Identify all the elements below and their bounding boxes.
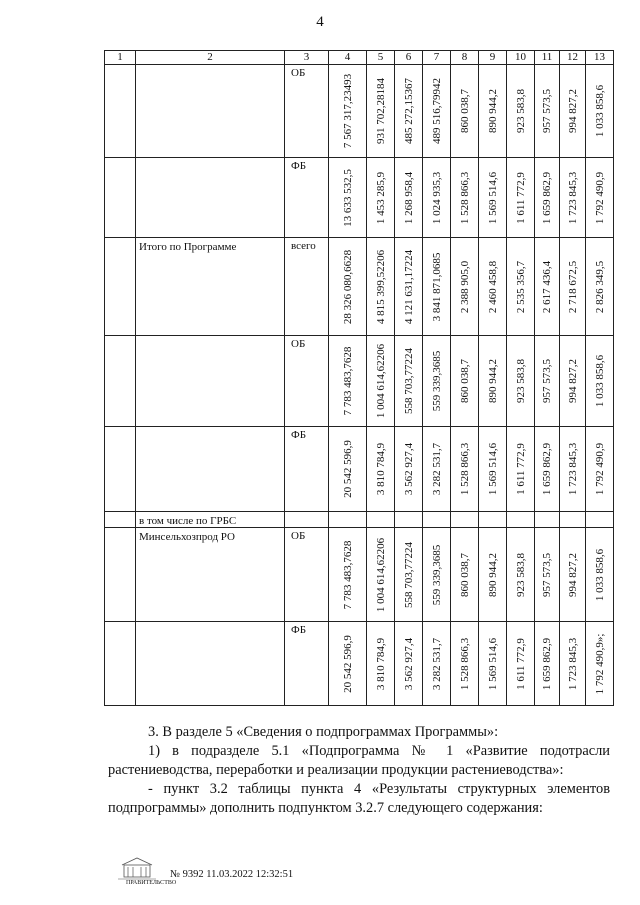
value-text: 860 038,7 (458, 552, 471, 597)
value-cell (367, 622, 395, 706)
value-text: 1 611 772,9 (514, 637, 527, 690)
value-cell (395, 512, 423, 528)
value-cell (479, 622, 507, 706)
value-cell (535, 427, 560, 512)
value-text: 994 827,2 (566, 89, 579, 133)
value-text: 489 516,79942 (430, 78, 443, 144)
value-text: 923 583,8 (514, 552, 527, 597)
row-label (136, 336, 285, 427)
value-cell (423, 158, 451, 238)
value-text: 890 944,2 (486, 89, 499, 133)
value-cell (329, 512, 367, 528)
value-cell (423, 65, 451, 158)
value-cell (479, 427, 507, 512)
value-cell (367, 336, 395, 427)
value-cell (586, 528, 614, 622)
value-cell (560, 336, 586, 427)
value-text: 3 562 927,4 (402, 637, 415, 690)
table-row (105, 336, 614, 427)
header-col-1: 1 (105, 51, 136, 65)
header-col-12: 12 (560, 51, 586, 65)
value-text: 860 038,7 (458, 89, 471, 133)
value-cell (507, 336, 535, 427)
value-cell (535, 622, 560, 706)
header-col-11: 11 (535, 51, 560, 65)
value-text: 994 827,2 (566, 552, 579, 597)
value-text: 1 024 935,3 (430, 171, 443, 224)
value-cell (535, 512, 560, 528)
value-text: 1 723 845,3 (566, 637, 579, 690)
value-text: 3 810 784,9 (374, 637, 387, 690)
value-text: 1 659 862,9 (541, 637, 553, 690)
header-col-5: 5 (367, 51, 395, 65)
value-cell (329, 158, 367, 238)
row-label: в том числе по ГРБС (136, 512, 285, 528)
value-cell (535, 336, 560, 427)
table-row (105, 528, 614, 622)
value-text: 558 703,77224 (402, 348, 415, 414)
value-text: 957 573,5 (541, 552, 553, 597)
value-text: 485 272,15367 (402, 78, 415, 144)
value-text: 2 535 356,7 (514, 260, 527, 313)
value-cell (479, 336, 507, 427)
value-cell (367, 528, 395, 622)
header-col-3: 3 (285, 51, 329, 65)
value-text: 1 659 862,9 (541, 442, 553, 496)
value-cell (479, 238, 507, 336)
header-col-6: 6 (395, 51, 423, 65)
value-cell (535, 158, 560, 238)
value-cell (586, 512, 614, 528)
budget-type: ФБ (285, 427, 329, 512)
page-number: 4 (316, 14, 324, 30)
table-row (105, 427, 614, 512)
index-cell (105, 158, 136, 238)
index-cell (105, 528, 136, 622)
value-cell (507, 65, 535, 158)
value-text: 1 033 858,6 (593, 84, 606, 138)
value-text: 558 703,77224 (402, 541, 415, 608)
value-text: 7 783 483,7628 (341, 346, 354, 416)
value-cell (535, 65, 560, 158)
value-cell (479, 65, 507, 158)
value-cell (451, 65, 479, 158)
value-cell (560, 622, 586, 706)
value-text: 1 528 866,3 (458, 171, 471, 224)
value-cell (535, 238, 560, 336)
paragraph-item-3-2-line1: - пункт 3.2 таблицы пункта 4 «Результаты структурных элементов (148, 781, 610, 797)
value-cell (329, 528, 367, 622)
index-cell (105, 238, 136, 336)
index-cell (105, 336, 136, 427)
value-text: 1 004 614,62206 (374, 343, 387, 419)
value-cell (507, 622, 535, 706)
value-text: 1 569 514,6 (486, 442, 499, 496)
value-cell (479, 512, 507, 528)
paragraph-section-5: 3. В разделе 5 «Сведения о подпрограммах Программы»: (148, 724, 499, 740)
value-cell (479, 528, 507, 622)
value-text: 1 792 490,9 (593, 171, 606, 224)
value-cell (367, 427, 395, 512)
value-text: 1 569 514,6 (486, 637, 499, 690)
value-cell (329, 622, 367, 706)
table-row (105, 65, 614, 158)
value-cell (560, 65, 586, 158)
value-cell (451, 622, 479, 706)
value-cell (586, 65, 614, 158)
value-cell (560, 238, 586, 336)
table-row (105, 512, 614, 528)
value-cell (507, 158, 535, 238)
value-cell (423, 427, 451, 512)
value-text: 7 783 483,7628 (341, 540, 354, 609)
value-cell (560, 158, 586, 238)
paragraph-subsection-5-1-line2: растениеводства, переработки и реализации продукции растениеводства»: (108, 762, 564, 778)
index-cell (105, 622, 136, 706)
value-cell (586, 622, 614, 706)
value-text: 1 033 858,6 (593, 548, 606, 601)
value-cell (507, 427, 535, 512)
value-text: 3 810 784,9 (374, 442, 387, 496)
table-header-row (105, 51, 614, 65)
budget-type: ОБ (285, 65, 329, 158)
value-text: 3 841 871,0685 (430, 252, 443, 321)
value-cell (329, 65, 367, 158)
value-cell (560, 512, 586, 528)
value-text: 4 121 631,17224 (402, 249, 415, 324)
value-cell (395, 528, 423, 622)
value-cell (395, 336, 423, 427)
registration-footer: № 9392 11.03.2022 12:32:51 (170, 869, 294, 880)
row-label: Итого по Программе (136, 238, 285, 336)
value-text: 2 718 672,5 (566, 260, 579, 313)
value-cell (451, 528, 479, 622)
row-label (136, 427, 285, 512)
header-col-7: 7 (423, 51, 451, 65)
value-cell (395, 427, 423, 512)
paragraph-subsection-5-1-line1: 1) в подразделе 5.1 «Подпрограмма № 1 «Развитие подотрасли (148, 743, 610, 759)
table-row (105, 622, 614, 706)
value-cell (507, 512, 535, 528)
value-text: 3 562 927,4 (402, 442, 415, 496)
header-col-4: 4 (329, 51, 367, 65)
value-cell (329, 427, 367, 512)
header-col-9: 9 (479, 51, 507, 65)
value-text: 1 004 614,62206 (374, 537, 387, 612)
value-text: 2 826 349,5 (593, 260, 606, 313)
value-text: 1 528 866,3 (458, 637, 471, 690)
value-cell (586, 238, 614, 336)
value-text: 3 282 531,7 (430, 442, 443, 496)
value-cell (423, 512, 451, 528)
index-cell (105, 427, 136, 512)
value-text: 1 611 772,9 (514, 171, 527, 224)
table-row (105, 238, 614, 336)
value-cell (586, 336, 614, 427)
value-cell (367, 65, 395, 158)
stamp-caption: ПРАВИТЕЛЬСТВО (126, 880, 177, 886)
value-cell (423, 528, 451, 622)
value-cell (423, 336, 451, 427)
value-text: 923 583,8 (514, 89, 527, 133)
value-cell (507, 528, 535, 622)
value-text: 7 567 317,23493 (341, 73, 354, 149)
header-col-2: 2 (136, 51, 285, 65)
value-text: 957 573,5 (541, 89, 553, 133)
value-text: 1 528 866,3 (458, 442, 471, 496)
table-row (105, 158, 614, 238)
value-cell (423, 622, 451, 706)
value-text: 1 723 845,3 (566, 171, 579, 224)
value-text: 559 339,3685 (430, 544, 443, 605)
row-label (136, 622, 285, 706)
value-text: 4 815 399,52206 (374, 249, 387, 324)
budget-type: всего (285, 238, 329, 336)
value-text: 923 583,8 (514, 359, 527, 403)
budget-type (285, 512, 329, 528)
value-text: 931 702,28184 (374, 78, 387, 144)
value-cell (367, 238, 395, 336)
budget-table (104, 50, 614, 706)
value-cell (367, 512, 395, 528)
value-cell (395, 65, 423, 158)
value-cell (451, 336, 479, 427)
value-text: 1 792 490,9 (593, 442, 606, 496)
value-text: 1 723 845,3 (566, 442, 579, 496)
value-text: 20 542 596,9 (341, 634, 354, 693)
value-text: 1 569 514,6 (486, 171, 499, 224)
budget-type: ОБ (285, 528, 329, 622)
header-col-10: 10 (507, 51, 535, 65)
value-text: 13 633 532,5 (341, 168, 354, 227)
value-text: 994 827,2 (566, 359, 579, 403)
value-text: 1 792 490,9»; (593, 633, 606, 694)
value-cell (479, 158, 507, 238)
value-cell (535, 528, 560, 622)
header-col-13: 13 (586, 51, 614, 65)
value-cell (329, 238, 367, 336)
row-label (136, 158, 285, 238)
header-col-8: 8 (451, 51, 479, 65)
index-cell (105, 65, 136, 158)
value-cell (507, 238, 535, 336)
value-cell (367, 158, 395, 238)
value-text: 890 944,2 (486, 552, 499, 597)
row-label: Минсельхозпрод РО (136, 528, 285, 622)
value-text: 3 282 531,7 (430, 637, 443, 690)
value-text: 890 944,2 (486, 359, 499, 403)
value-cell (560, 427, 586, 512)
value-cell (586, 427, 614, 512)
budget-type: ФБ (285, 158, 329, 238)
value-cell (560, 528, 586, 622)
value-text: 957 573,5 (541, 359, 553, 403)
value-cell (395, 238, 423, 336)
value-text: 2 460 458,8 (486, 260, 499, 313)
value-cell (329, 336, 367, 427)
row-label (136, 65, 285, 158)
value-text: 2 617 436,4 (541, 260, 553, 313)
value-text: 2 388 905,0 (458, 260, 471, 313)
value-text: 1 611 772,9 (514, 443, 527, 495)
value-cell (395, 158, 423, 238)
value-cell (451, 427, 479, 512)
budget-type: ФБ (285, 622, 329, 706)
value-cell (395, 622, 423, 706)
value-text: 1 453 285,9 (374, 171, 387, 224)
value-text: 559 339,3685 (430, 350, 443, 412)
budget-type: ОБ (285, 336, 329, 427)
value-cell (451, 512, 479, 528)
value-text: 1 268 958,4 (402, 171, 415, 224)
value-text: 1 033 858,6 (593, 354, 606, 408)
value-cell (451, 238, 479, 336)
value-text: 1 659 862,9 (541, 171, 553, 224)
value-text: 20 542 596,9 (341, 440, 354, 498)
value-text: 860 038,7 (458, 359, 471, 403)
paragraph-item-3-2-line2: подпрограммы» дополнить подпунктом 3.2.7 следующего содержания: (108, 800, 543, 816)
value-cell (423, 238, 451, 336)
index-cell (105, 512, 136, 528)
value-cell (586, 158, 614, 238)
value-cell (451, 158, 479, 238)
value-text: 28 326 080,6628 (341, 249, 354, 324)
